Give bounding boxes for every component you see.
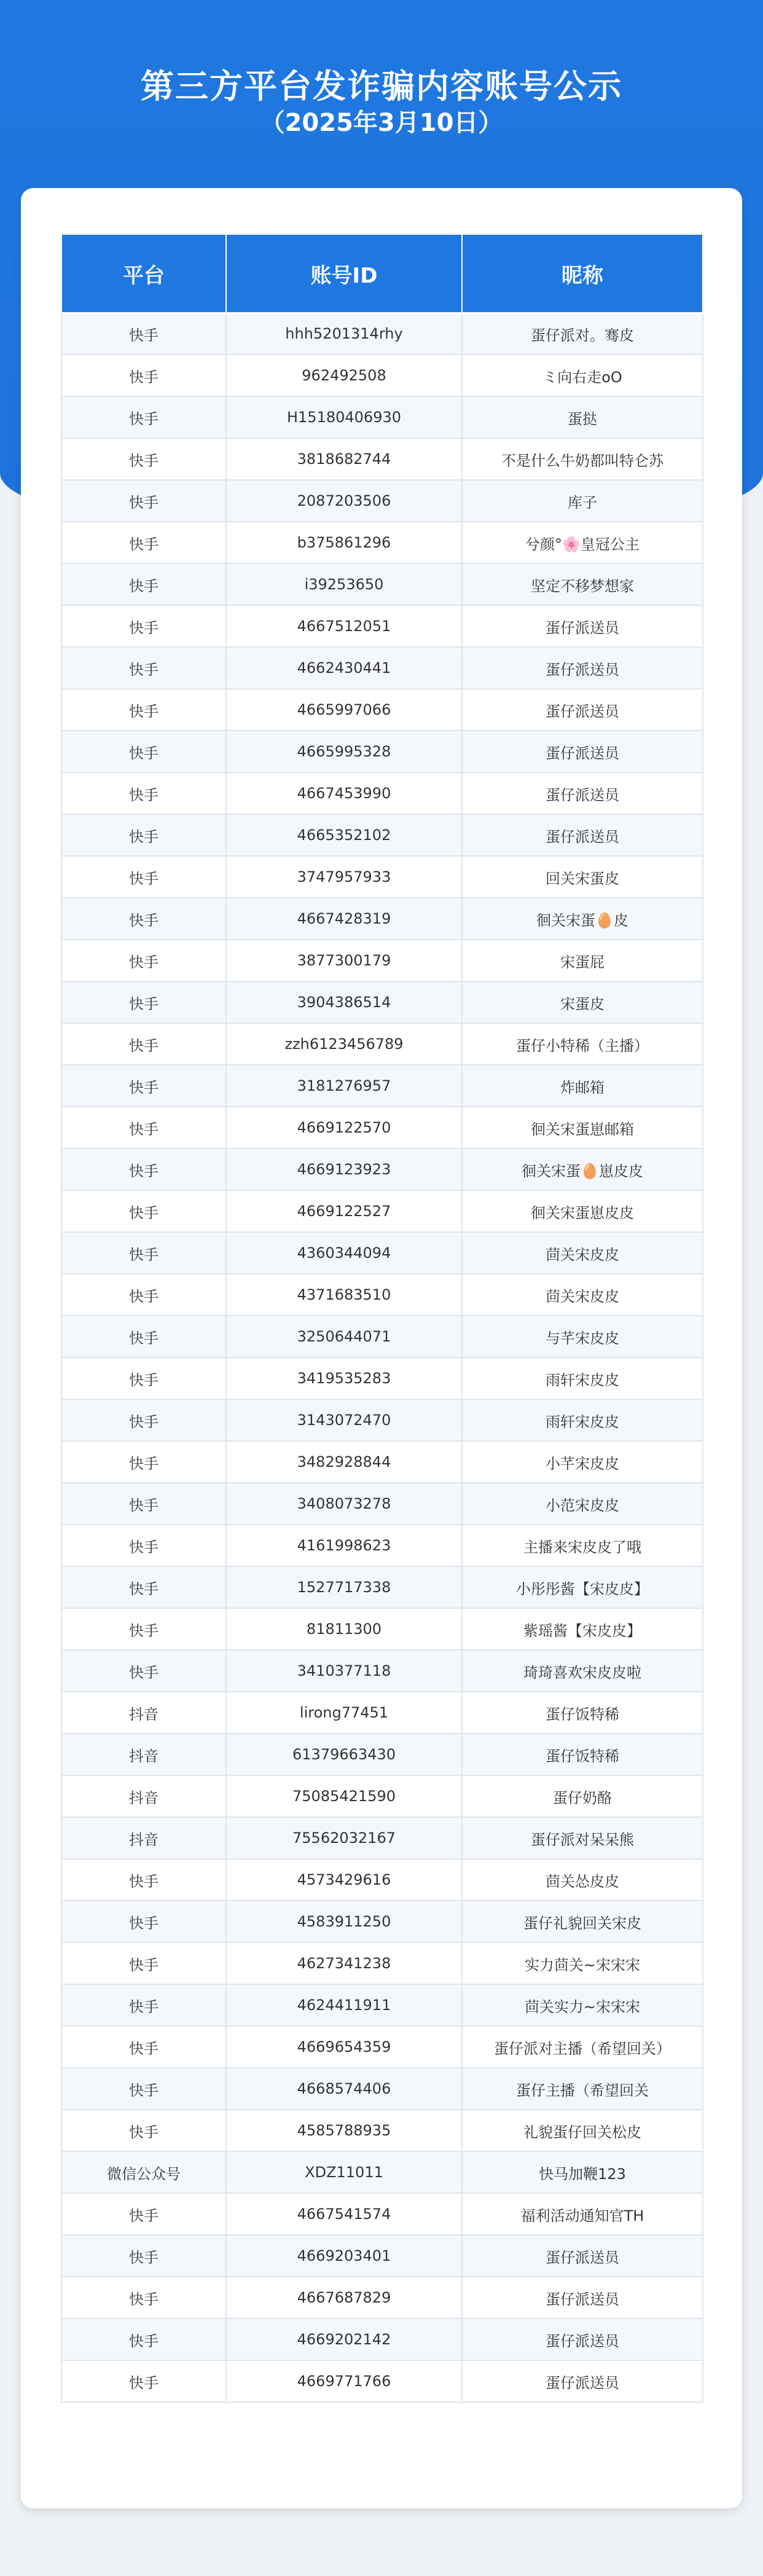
table-row: [61, 2110, 703, 2151]
cell-platform: 微信公众号: [61, 2151, 226, 2193]
cell-nickname: 徊关宋蛋🥚皮: [462, 898, 703, 940]
table-row: [61, 2068, 703, 2110]
table-row: [61, 1483, 703, 1525]
cell-account-id: 2087203506: [226, 480, 462, 522]
cell-account-id: 4667428319: [226, 898, 462, 940]
cell-nickname: 徊关宋蛋崽皮皮: [462, 1190, 703, 1232]
cell-nickname: 蛋仔派对呆呆熊: [462, 1817, 703, 1859]
cell-platform: 快手: [61, 2319, 226, 2360]
cell-platform: 快手: [61, 731, 226, 772]
cell-nickname: 蛋仔派对。骞皮: [462, 313, 703, 355]
cell-platform: 快手: [61, 1023, 226, 1065]
cell-account-id: 3181276957: [226, 1065, 462, 1107]
cell-platform: 快手: [61, 2026, 226, 2068]
cell-platform: 快手: [61, 1942, 226, 1984]
table-row: [61, 772, 703, 814]
cell-account-id: 3747957933: [226, 856, 462, 898]
cell-account-id: 4573429616: [226, 1859, 462, 1901]
cell-platform: 快手: [61, 1566, 226, 1608]
cell-nickname: 不是什么牛奶都叫特仑苏: [462, 438, 703, 480]
cell-account-id: 3410377118: [226, 1650, 462, 1692]
cell-nickname: 兮颜°🌸皇冠公主: [462, 522, 703, 564]
table-row: [61, 1149, 703, 1190]
cell-account-id: 4360344094: [226, 1232, 462, 1274]
table-row: [61, 480, 703, 522]
cell-platform: 快手: [61, 1107, 226, 1149]
cell-platform: 快手: [61, 1357, 226, 1399]
table-row: [61, 856, 703, 898]
cell-platform: 快手: [61, 2068, 226, 2110]
cell-nickname: 蛋仔派送员: [462, 2277, 703, 2319]
table-row: [61, 689, 703, 731]
cell-account-id: 75562032167: [226, 1817, 462, 1859]
cell-platform: 快手: [61, 689, 226, 731]
table-row: [61, 2319, 703, 2360]
content-card: [21, 188, 742, 2508]
cell-nickname: 礼貌蛋仔回关松皮: [462, 2110, 703, 2151]
cell-nickname: 快马加鞭123: [462, 2151, 703, 2193]
table-row: [61, 313, 703, 355]
cell-nickname: ミ向右走oO: [462, 355, 703, 396]
table-row: [61, 1901, 703, 1942]
cell-nickname: 蛋仔奶酪: [462, 1775, 703, 1817]
table-row: [61, 1316, 703, 1357]
cell-platform: 快手: [61, 772, 226, 814]
cell-platform: 快手: [61, 2277, 226, 2319]
cell-account-id: 3482928844: [226, 1441, 462, 1483]
cell-nickname: 蛋仔派送员: [462, 2360, 703, 2402]
cell-account-id: 4627341238: [226, 1942, 462, 1984]
cell-account-id: 3904386514: [226, 981, 462, 1023]
cell-account-id: 4669771766: [226, 2360, 462, 2402]
cell-nickname: 蛋仔派送员: [462, 731, 703, 772]
table-row: [61, 898, 703, 940]
cell-platform: 快手: [61, 2110, 226, 2151]
cell-platform: 快手: [61, 1065, 226, 1107]
table-row: [61, 1399, 703, 1441]
table-row: [61, 1065, 703, 1107]
cell-platform: 快手: [61, 1274, 226, 1316]
cell-platform: 快手: [61, 522, 226, 564]
cell-platform: 快手: [61, 1650, 226, 1692]
page-title: 第三方平台发诈骗内容账号公示: [141, 67, 622, 106]
cell-nickname: 徊关宋蛋🥚崽皮皮: [462, 1149, 703, 1190]
cell-account-id: 4665995328: [226, 731, 462, 772]
cell-nickname: 紫瑶酱【宋皮皮】: [462, 1608, 703, 1650]
cell-platform: 快手: [61, 605, 226, 647]
cell-account-id: 4161998623: [226, 1525, 462, 1566]
table-row: [61, 2151, 703, 2193]
cell-nickname: 蛋仔派对主播（希望回关）: [462, 2026, 703, 2068]
cell-platform: 快手: [61, 438, 226, 480]
table-row: [61, 1650, 703, 1692]
cell-platform: 快手: [61, 564, 226, 605]
cell-account-id: XDZ11011: [226, 2151, 462, 2193]
column-header-nickname: 昵称: [462, 234, 703, 313]
table-row: [61, 1859, 703, 1901]
cell-nickname: 蛋仔派送员: [462, 772, 703, 814]
table-row: [61, 1107, 703, 1149]
cell-account-id: 4665352102: [226, 814, 462, 856]
cell-nickname: 蛋仔派送员: [462, 647, 703, 689]
page-date: （2025年3月10日）: [260, 109, 503, 137]
cell-nickname: 主播来宋皮皮了哦: [462, 1525, 703, 1566]
cell-platform: 快手: [61, 1441, 226, 1483]
table-row: [61, 1734, 703, 1775]
cell-nickname: 蛋仔派送员: [462, 2235, 703, 2277]
cell-platform: 快手: [61, 856, 226, 898]
cell-account-id: i39253650: [226, 564, 462, 605]
cell-platform: 快手: [61, 2235, 226, 2277]
cell-account-id: b375861296: [226, 522, 462, 564]
table-row: [61, 1525, 703, 1566]
cell-account-id: 4585788935: [226, 2110, 462, 2151]
cell-nickname: 小芊宋皮皮: [462, 1441, 703, 1483]
cell-nickname: 蛋仔礼貌回关宋皮: [462, 1901, 703, 1942]
cell-account-id: 4665997066: [226, 689, 462, 731]
cell-account-id: 4583911250: [226, 1901, 462, 1942]
cell-platform: 快手: [61, 2193, 226, 2235]
cell-nickname: 蛋仔派送员: [462, 689, 703, 731]
table-row: [61, 814, 703, 856]
cell-platform: 快手: [61, 313, 226, 355]
table-row: [61, 940, 703, 981]
cell-nickname: 琦琦喜欢宋皮皮啦: [462, 1650, 703, 1692]
cell-nickname: 茴关怂皮皮: [462, 1859, 703, 1901]
cell-account-id: 3143072470: [226, 1399, 462, 1441]
table-row: [61, 2360, 703, 2402]
cell-nickname: 蛋仔小特稀（主播）: [462, 1023, 703, 1065]
table-row: [61, 2277, 703, 2319]
cell-nickname: 蛋仔饭特稀: [462, 1692, 703, 1734]
cell-platform: 快手: [61, 1316, 226, 1357]
cell-nickname: 坚定不移梦想家: [462, 564, 703, 605]
cell-platform: 快手: [61, 898, 226, 940]
cell-platform: 快手: [61, 1608, 226, 1650]
table-row: [61, 1441, 703, 1483]
table-row: [61, 438, 703, 480]
table-row: [61, 731, 703, 772]
cell-platform: 快手: [61, 814, 226, 856]
cell-account-id: 4669122527: [226, 1190, 462, 1232]
table-row: [61, 1232, 703, 1274]
cell-platform: 快手: [61, 396, 226, 438]
cell-nickname: 回关宋蛋皮: [462, 856, 703, 898]
cell-nickname: 库子: [462, 480, 703, 522]
cell-nickname: 蛋仔饭特稀: [462, 1734, 703, 1775]
table-row: [61, 1190, 703, 1232]
cell-platform: 快手: [61, 1399, 226, 1441]
cell-account-id: 4667541574: [226, 2193, 462, 2235]
table-row: [61, 2235, 703, 2277]
cell-platform: 快手: [61, 1483, 226, 1525]
cell-account-id: H15180406930: [226, 396, 462, 438]
cell-account-id: 4371683510: [226, 1274, 462, 1316]
cell-nickname: 炸邮箱: [462, 1065, 703, 1107]
cell-account-id: 3408073278: [226, 1483, 462, 1525]
table-row: [61, 1566, 703, 1608]
table-row: [61, 1775, 703, 1817]
cell-nickname: 茴关宋皮皮: [462, 1274, 703, 1316]
cell-nickname: 实力茴关~宋宋宋: [462, 1942, 703, 1984]
cell-nickname: 蛋挞: [462, 396, 703, 438]
table-header-row: [61, 234, 703, 313]
table-row: [61, 1817, 703, 1859]
cell-platform: 快手: [61, 1190, 226, 1232]
column-header-account-id: 账号ID: [226, 234, 462, 313]
cell-account-id: 4667453990: [226, 772, 462, 814]
cell-account-id: 3877300179: [226, 940, 462, 981]
cell-nickname: 小彤彤酱【宋皮皮】: [462, 1566, 703, 1608]
table-row: [61, 1984, 703, 2026]
cell-platform: 快手: [61, 1232, 226, 1274]
cell-account-id: 4667512051: [226, 605, 462, 647]
table-row: [61, 355, 703, 396]
table-body: [61, 313, 703, 2402]
cell-nickname: 蛋仔派送员: [462, 814, 703, 856]
cell-platform: 快手: [61, 647, 226, 689]
cell-platform: 抖音: [61, 1775, 226, 1817]
cell-platform: 快手: [61, 480, 226, 522]
table-row: [61, 1357, 703, 1399]
column-header-platform: 平台: [61, 234, 226, 313]
cell-platform: 快手: [61, 2360, 226, 2402]
cell-nickname: 茴关实力~宋宋宋: [462, 1984, 703, 2026]
cell-account-id: 61379663430: [226, 1734, 462, 1775]
cell-account-id: 3250644071: [226, 1316, 462, 1357]
cell-account-id: 4669123923: [226, 1149, 462, 1190]
cell-nickname: 宋蛋屁: [462, 940, 703, 981]
cell-platform: 快手: [61, 981, 226, 1023]
cell-platform: 抖音: [61, 1734, 226, 1775]
cell-nickname: 徊关宋蛋崽邮箱: [462, 1107, 703, 1149]
table-row: [61, 564, 703, 605]
accounts-table: [61, 234, 703, 2403]
cell-nickname: 蛋仔派送员: [462, 2319, 703, 2360]
cell-account-id: 962492508: [226, 355, 462, 396]
cell-account-id: hhh5201314rhy: [226, 313, 462, 355]
cell-account-id: 4667687829: [226, 2277, 462, 2319]
cell-nickname: 与芊宋皮皮: [462, 1316, 703, 1357]
cell-account-id: 4669202142: [226, 2319, 462, 2360]
cell-account-id: zzh6123456789: [226, 1023, 462, 1065]
table-row: [61, 1023, 703, 1065]
table-row: [61, 396, 703, 438]
cell-nickname: 蛋仔派送员: [462, 605, 703, 647]
cell-account-id: 4669203401: [226, 2235, 462, 2277]
cell-nickname: 宋蛋皮: [462, 981, 703, 1023]
table-row: [61, 2026, 703, 2068]
table-row: [61, 981, 703, 1023]
cell-nickname: 雨轩宋皮皮: [462, 1399, 703, 1441]
cell-account-id: 4669122570: [226, 1107, 462, 1149]
cell-account-id: 4624411911: [226, 1984, 462, 2026]
cell-account-id: 81811300: [226, 1608, 462, 1650]
cell-platform: 抖音: [61, 1817, 226, 1859]
cell-platform: 快手: [61, 1859, 226, 1901]
cell-account-id: lirong77451: [226, 1692, 462, 1734]
cell-platform: 快手: [61, 1525, 226, 1566]
cell-nickname: 茴关宋皮皮: [462, 1232, 703, 1274]
table-row: [61, 1692, 703, 1734]
cell-nickname: 蛋仔主播（希望回关: [462, 2068, 703, 2110]
cell-account-id: 3419535283: [226, 1357, 462, 1399]
cell-platform: 快手: [61, 1984, 226, 2026]
cell-account-id: 3818682744: [226, 438, 462, 480]
cell-platform: 快手: [61, 355, 226, 396]
cell-platform: 快手: [61, 1149, 226, 1190]
table-row: [61, 522, 703, 564]
table-row: [61, 1274, 703, 1316]
table-row: [61, 605, 703, 647]
cell-account-id: 75085421590: [226, 1775, 462, 1817]
cell-account-id: 4668574406: [226, 2068, 462, 2110]
cell-nickname: 福利活动通知官TH: [462, 2193, 703, 2235]
cell-platform: 快手: [61, 1901, 226, 1942]
cell-account-id: 4669654359: [226, 2026, 462, 2068]
cell-platform: 快手: [61, 940, 226, 981]
cell-nickname: 小范宋皮皮: [462, 1483, 703, 1525]
cell-account-id: 1527717338: [226, 1566, 462, 1608]
table-row: [61, 2193, 703, 2235]
cell-nickname: 雨轩宋皮皮: [462, 1357, 703, 1399]
table-row: [61, 1942, 703, 1984]
cell-platform: 抖音: [61, 1692, 226, 1734]
table-row: [61, 1608, 703, 1650]
cell-account-id: 4662430441: [226, 647, 462, 689]
table-row: [61, 647, 703, 689]
